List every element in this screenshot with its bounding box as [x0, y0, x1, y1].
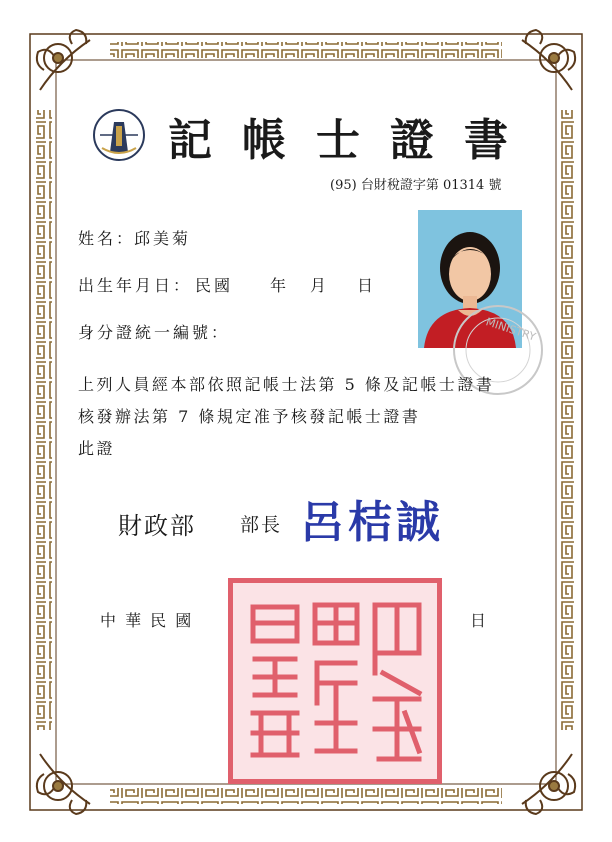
birth-label: 出生年月日：: [78, 276, 193, 295]
body-line-3: 此證: [78, 439, 116, 458]
name-label: 姓名：: [78, 229, 136, 248]
seal-characters: [233, 583, 437, 779]
official-seal: [228, 578, 442, 784]
date-era: 中 華 民 國: [100, 611, 194, 630]
body-line-2: 核發辦法第 7 條規定准予核發記帳士證書: [78, 407, 421, 426]
issuer-title: 部長: [240, 514, 283, 536]
date-day-unit: 日: [470, 611, 487, 630]
ministry-emblem-icon: [92, 108, 146, 162]
minister-signature: 呂桔誠: [300, 497, 444, 548]
certificate-title: 記帳士證書: [168, 115, 538, 166]
stamp-text: MINISTRY: [484, 315, 538, 344]
birth-day-unit: 日: [357, 276, 377, 295]
birth-year-unit: 年: [270, 276, 290, 295]
issuer-ministry: 財政部: [118, 512, 196, 540]
birth-era: 民國: [195, 276, 234, 295]
body-line-1: 上列人員經本部依照記帳士法第 5 條及記帳士證書: [78, 375, 495, 394]
name-value: 邱美菊: [134, 229, 192, 248]
birth-month-unit: 月: [310, 276, 330, 295]
certificate-number: (95) 台財稅證字第 01314 號: [330, 178, 502, 193]
id-label: 身分證統一編號：: [78, 323, 231, 342]
